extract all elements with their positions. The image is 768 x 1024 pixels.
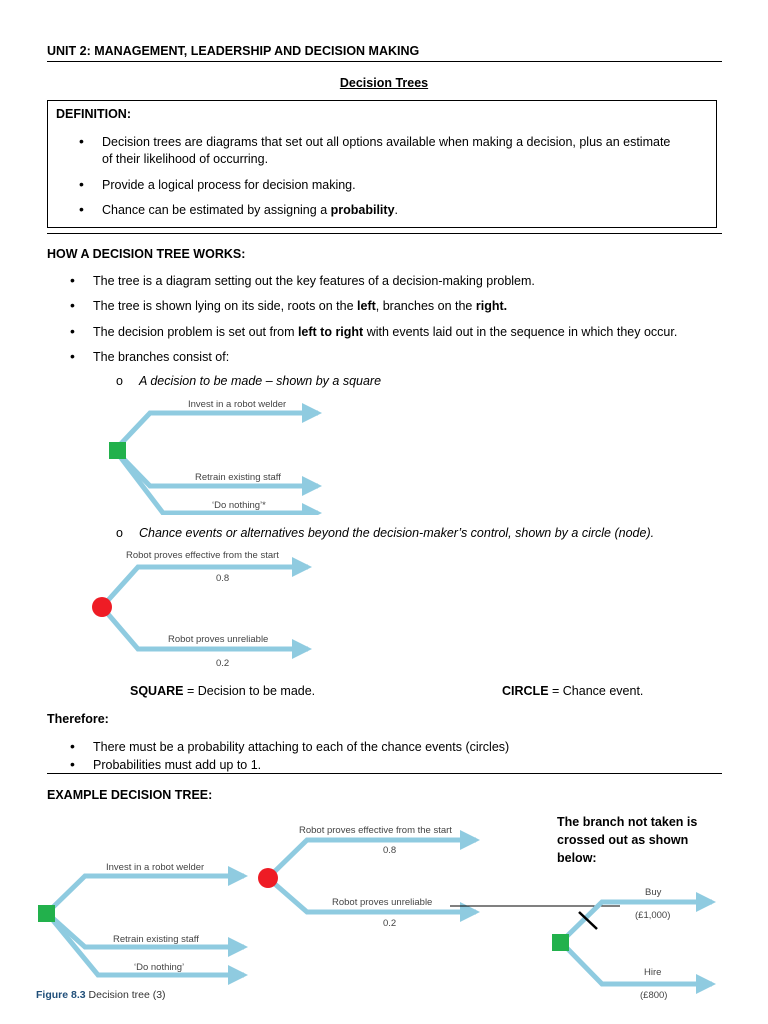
bullet: • [70,738,75,754]
branch-label: ‘Do nothing’* [212,500,266,511]
value-label: (£800) [640,990,668,1001]
therefore-item-1: There must be a probability attaching to each of the chance events (circles) [93,740,510,754]
example-note-line1: The branch not taken is [557,815,698,829]
bullet: • [70,348,75,364]
therefore-heading: Therefore: [47,712,109,726]
probability-label: 0.8 [216,573,230,584]
branch-label: Robot proves unreliable [168,634,269,645]
legend-circle: CIRCLE = Chance event. [502,684,644,698]
probability-label: 0.8 [383,845,397,856]
decision-square-icon [552,934,569,951]
branch-label: Invest in a robot welder [106,862,205,873]
example-note-line3: below: [557,851,597,865]
decision-square-icon [109,442,126,459]
therefore-item-2: Probabilities must add up to 1. [93,758,262,772]
section-rule [47,233,722,234]
branch-arrow [268,840,476,878]
definition-item-3: Chance can be estimated by assigning a probability. [102,203,399,217]
probability-label: 0.2 [216,658,230,669]
branch-label: Robot proves unreliable [332,897,433,908]
branch-label: Retrain existing staff [195,472,281,483]
figure-caption: Figure 8.3 Decision tree (3) [36,989,166,1001]
branch-arrow [47,876,244,913]
bullet: • [79,201,84,217]
definition-item-1-line1: Decision trees are diagrams that set out all options available when making a decision, plus an estimate [102,135,671,149]
branch-arrow [115,413,318,450]
bullet: • [70,323,75,339]
bullet: • [79,133,84,149]
definition-item-2: Provide a logical process for decision making. [102,178,356,192]
header-rule [47,61,722,62]
example-diagram [30,815,730,1005]
branch-label: ‘Do nothing’ [134,962,185,973]
how-item-4: The branches consist of: [93,350,230,364]
example-heading: EXAMPLE DECISION TREE: [47,788,213,802]
branch-label: Retrain existing staff [113,934,199,945]
branch-arrow [102,567,308,607]
branch-arrow [561,942,712,984]
how-item-1: The tree is a diagram setting out the key features of a decision-making problem. [93,274,535,288]
sub-item-chance: Chance events or alternatives beyond the decision-maker’s control, shown by a circle (node). [139,526,655,540]
chance-circle-icon [258,868,278,888]
branch-label: Robot proves effective from the start [299,825,452,836]
chance-diagram [90,545,320,673]
how-item-3: The decision problem is set out from left to right with events laid out in the sequence in which they occur. [93,325,678,339]
decision-diagram [100,395,340,515]
branch-label: Invest in a robot welder [188,399,287,410]
definition-heading: DEFINITION: [56,107,131,121]
legend-square: SQUARE = Decision to be made. [130,684,316,698]
bullet: • [70,297,75,313]
sub-item-decision: A decision to be made – shown by a square [139,374,382,388]
bullet: • [79,176,84,192]
branch-arrow [561,902,712,942]
sub-bullet-marker: o [116,374,123,388]
value-label: (£1,000) [635,910,671,921]
page-title: Decision Trees [339,76,429,90]
how-item-2: The tree is shown lying on its side, roots on the left, branches on the right. [93,299,508,313]
branch-label: Hire [644,967,662,978]
unit-header: UNIT 2: MANAGEMENT, LEADERSHIP AND DECISION MAKING [47,44,420,58]
decision-square-icon [38,905,55,922]
branch-label: Robot proves effective from the start [126,550,279,561]
example-note-line2: crossed out as shown [557,833,689,847]
branch-label: Buy [645,887,662,898]
bullet: • [70,756,75,772]
section-rule [47,773,722,774]
bullet: • [70,272,75,288]
definition-item-1-line2: of their likelihood of occurring. [102,152,269,166]
chance-circle-icon [92,597,112,617]
sub-bullet-marker: o [116,526,123,540]
how-heading: HOW A DECISION TREE WORKS: [47,247,246,261]
probability-label: 0.2 [383,918,397,929]
